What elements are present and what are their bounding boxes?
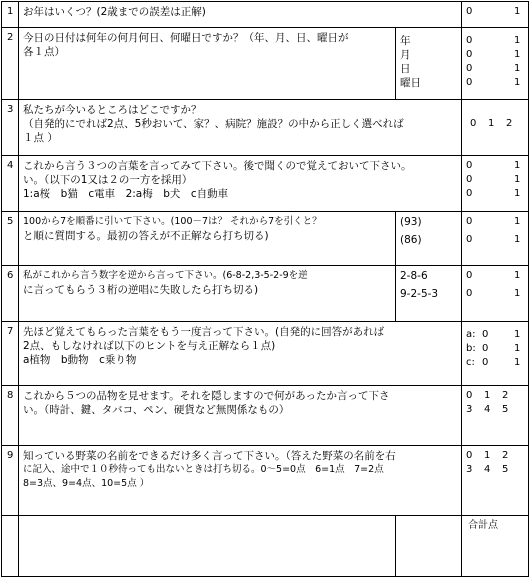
item-number: 2 — [2, 28, 19, 100]
sub-items: 年 月 日 曜日 — [396, 28, 462, 100]
question-line: お年はいくつ？(2歳までの誤差は正解) — [23, 6, 206, 18]
question-line: 各１点） — [23, 46, 65, 58]
item-number: 4 — [2, 156, 19, 212]
question-text: 知っている野菜の名前をできるだけ多く言って下さい。（答えた野菜の名前を右 に記入、途中で１０秒待っても出ないときは打ち切る。0～5=0点 6=1点 7=2点 8=3点、9=4点、10=5点 ） — [19, 446, 462, 516]
score-cell: 0 1 — [462, 2, 529, 28]
question-line: 今日の日付は何年の何月何日、何曜日ですか？（年、月、日、曜日が — [23, 32, 349, 44]
score-cell: 0 1 2 3 4 5 — [462, 446, 529, 516]
table-row — [2, 156, 529, 212]
question-text: 100から7を順番に引いて下さい。(100－7は？ それから7を引くと？ と順に質問する。最初の答えが不正解なら打ち切る) — [19, 212, 396, 266]
table-row — [2, 266, 529, 322]
total-score-label: 合計点 — [462, 516, 529, 577]
table-row — [2, 100, 529, 156]
table-row — [2, 212, 529, 266]
score-cell: 0 1 2 3 4 5 — [462, 386, 529, 446]
score-cell: 0 1 0 1 — [462, 212, 529, 266]
question-text: これから言う３つの言葉を言ってみて下さい。後で聞くので覚えておいて下さい。 い。（以下の1又は２の一方を採用） 1:a桜 b猫 c電車 2:a梅 b犬 c自動車 — [19, 156, 462, 212]
question-text — [19, 28, 396, 100]
total-blank-number — [2, 516, 19, 577]
question-text: 私がこれから言う数字を逆から言って下さい。(6-8-2,3-5-2-9を逆 に言ってもらう３桁の逆唱に失敗したら打ち切る) — [19, 266, 396, 322]
score-cell: a: 0 1 b: 0 1 c: 0 1 — [462, 322, 529, 386]
item-number: 9 — [2, 446, 19, 516]
item-number: 3 — [2, 100, 19, 156]
question-text: これから５つの品物を見せます。それを隠しますので何があったか言って下さ い。（時計、鍵、タバコ、ペン、硬貨など無関係なもの） — [19, 386, 462, 446]
sub-items: 2-8-6 9-2-5-3 — [396, 266, 462, 322]
table-row — [2, 2, 529, 28]
item-number: 7 — [2, 322, 19, 386]
score-cell: 0 1 0 1 0 1 0 1 — [462, 28, 529, 100]
total-row — [2, 516, 529, 577]
item-number: 8 — [2, 386, 19, 446]
score-cell: 0 1 0 1 0 1 — [462, 156, 529, 212]
question-text: 私たちが今いるところはどこですか？ （自発的にでれば2点、5秒おいて、家？、病院？施設？の中から正しく選べれば １点 ） — [19, 100, 462, 156]
question-text — [19, 2, 462, 28]
vegetable-answer-area — [19, 516, 396, 577]
item-number: 5 — [2, 212, 19, 266]
table-row — [2, 446, 529, 516]
table-row — [2, 28, 529, 100]
total-blank-sub — [396, 516, 462, 577]
question-text: 先ほど覚えてもらった言葉をもう一度言って下さい。(自発的に回答があれば 2点、もしなければ以下のヒントを与え正解なら１点) a植物 b動物 c乗り物 — [19, 322, 462, 386]
table-row — [2, 386, 529, 446]
item-number: 1 — [2, 2, 19, 28]
sub-items: (93) (86) — [396, 212, 462, 266]
score-cell: 0 1 0 1 — [462, 266, 529, 322]
score-cell: 0 1 2 — [462, 100, 529, 156]
table-row — [2, 322, 529, 386]
assessment-table — [1, 1, 529, 577]
item-number: 6 — [2, 266, 19, 322]
